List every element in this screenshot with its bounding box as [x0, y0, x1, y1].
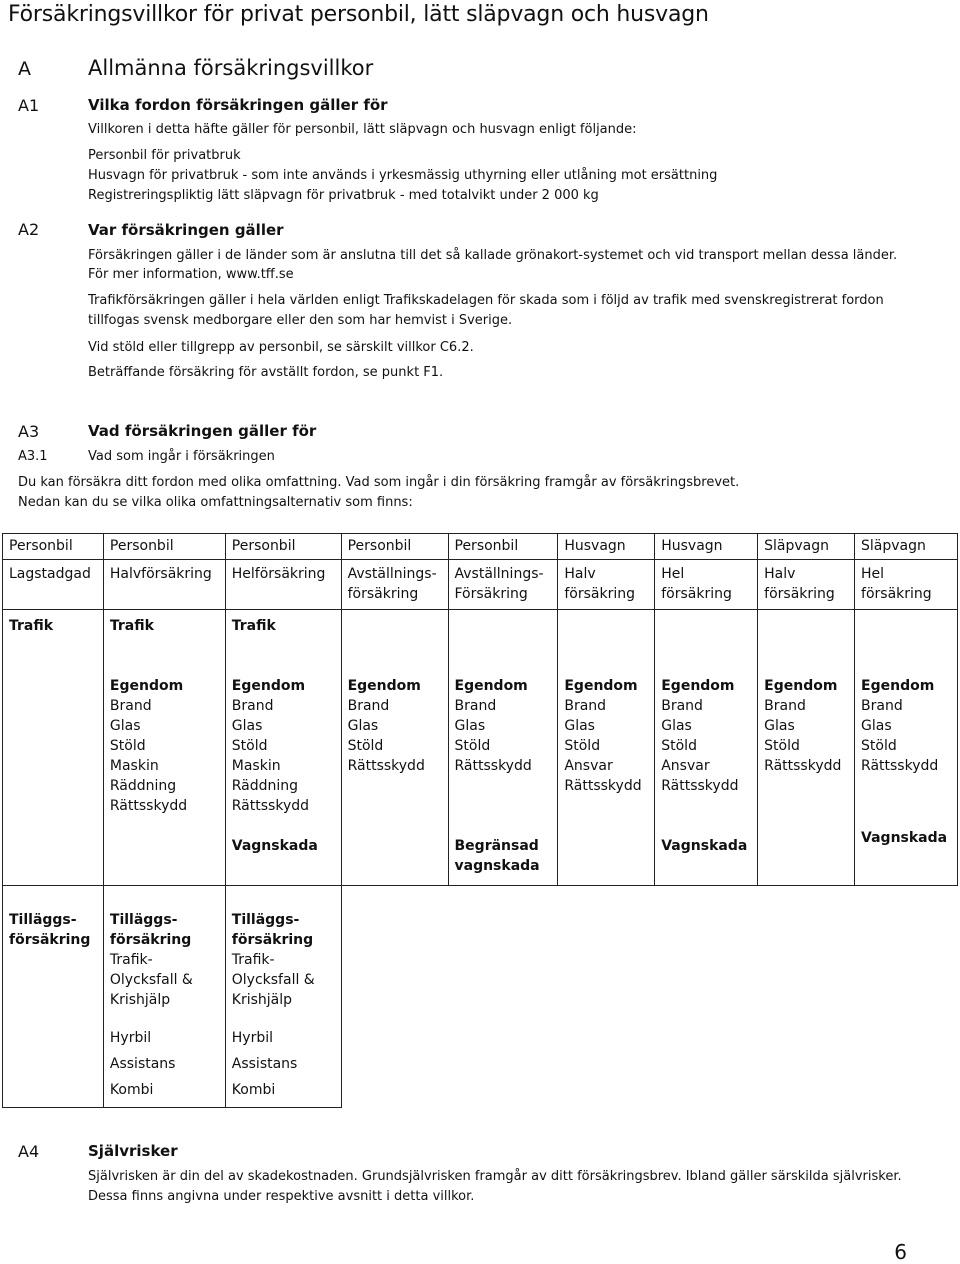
- item: Brand: [109, 698, 152, 714]
- level-label: försäkring: [347, 586, 419, 602]
- item: Maskin: [231, 758, 281, 774]
- item: Glas: [564, 718, 595, 734]
- empty-cell: [558, 886, 655, 1108]
- level-label: försäkring: [661, 586, 732, 602]
- empty-cell: [855, 886, 958, 1108]
- level-cell: [558, 560, 655, 610]
- a1-item-husvagn: Husvagn för privatbruk - som inte används i yrkesmässig uthyrning eller utlåning mot ersättning: [88, 168, 718, 183]
- coverage-cell-slapvagn-halv: [758, 610, 855, 886]
- level-cell: [3, 560, 104, 610]
- section-a-title: Allmänna försäkringsvillkor: [88, 56, 374, 80]
- item: Rättsskydd: [454, 758, 532, 774]
- egendom-label: Egendom: [764, 678, 838, 694]
- level-label: försäkring: [764, 586, 835, 602]
- trafik-label: Trafik: [231, 618, 276, 634]
- trafik-label: Trafik: [9, 618, 54, 634]
- vehicle-row: [3, 534, 958, 560]
- item: Ansvar: [661, 758, 710, 774]
- empty-cell: [655, 886, 758, 1108]
- tillagg-label: Tilläggs-: [109, 912, 178, 928]
- vehicle-cell: Släpvagn: [758, 534, 855, 560]
- addon-item: Trafik-: [109, 952, 153, 968]
- coverage-cell-husvagn-halv: [558, 610, 655, 886]
- vehicle-cell: Personbil: [448, 534, 558, 560]
- coverage-cell-hel: [225, 610, 341, 886]
- item: Stöld: [454, 738, 491, 754]
- item: Räddning: [109, 778, 177, 794]
- a3-intro-2: Nedan kan du se vilka olika omfattningsalternativ som finns:: [18, 495, 413, 510]
- vagnskada-label: Vagnskada: [231, 838, 318, 854]
- item: Stöld: [231, 738, 268, 754]
- a4-line-1: Självrisken är din del av skadekostnaden. Grundsjälvrisken framgår av ditt försäkringsbrev. Ibland gäller särskilda självrisker.: [88, 1169, 902, 1184]
- tillagg-label: försäkring: [231, 932, 314, 948]
- item: Ansvar: [564, 758, 613, 774]
- coverage-table: [2, 533, 958, 1108]
- level-label: Avställnings-: [454, 566, 544, 582]
- item: Stöld: [347, 738, 384, 754]
- a1-item-personbil: Personbil för privatbruk: [88, 148, 241, 163]
- item: Rättsskydd: [109, 798, 188, 814]
- item: Rättsskydd: [861, 758, 939, 774]
- item: Glas: [231, 718, 263, 734]
- a1-number: A1: [18, 96, 40, 115]
- a4-line-2: Dessa finns angivna under respektive avsnitt i detta villkor.: [88, 1189, 475, 1204]
- addon-item-hyrbil: Hyrbil: [109, 1030, 152, 1046]
- a1-item-slapvagn: Registreringspliktig lätt släpvagn för privatbruk - med totalvikt under 2 000 kg: [88, 188, 599, 203]
- a1-heading: Vilka fordon försäkringen gäller för: [88, 96, 388, 114]
- item: Rättsskydd: [661, 778, 739, 794]
- level-label: försäkring: [861, 586, 932, 602]
- a4-heading: Självrisker: [88, 1142, 178, 1160]
- empty-cell: [758, 886, 855, 1108]
- level-cell: [448, 560, 558, 610]
- item: Brand: [454, 698, 497, 714]
- a3-heading: Vad försäkringen gäller för: [88, 422, 317, 440]
- level-cell: [655, 560, 758, 610]
- addon-item-kombi: Kombi: [109, 1082, 154, 1098]
- vehicle-cell: Personbil: [225, 534, 341, 560]
- level-label: Försäkring: [454, 586, 528, 602]
- egendom-label: Egendom: [454, 678, 528, 694]
- egendom-label: Egendom: [109, 678, 184, 694]
- a2-number: A2: [18, 220, 40, 239]
- level-label: Hel: [661, 566, 685, 582]
- vehicle-cell: Personbil: [103, 534, 225, 560]
- item: Glas: [861, 718, 892, 734]
- level-cell: [855, 560, 958, 610]
- coverage-cell-avstallning-1: [341, 610, 448, 886]
- a3-1-number: A3.1: [18, 449, 48, 464]
- vehicle-cell: Personbil: [3, 534, 104, 560]
- egendom-label: Egendom: [564, 678, 638, 694]
- level-label: Halv: [564, 566, 596, 582]
- addon-cell-lagstadgad: [3, 886, 104, 1108]
- item: Brand: [861, 698, 903, 714]
- addon-cell-hel: [225, 886, 341, 1108]
- vagnskada-label: Vagnskada: [861, 830, 948, 846]
- addon-row: [3, 886, 958, 1108]
- a2-paragraph-2b: tillfogas svensk medborgare eller den som har hemvist i Sverige.: [88, 313, 513, 328]
- a3-number: A3: [18, 422, 40, 441]
- trafik-label: Trafik: [109, 618, 154, 634]
- coverage-cell-slapvagn-hel: [855, 610, 958, 886]
- vagnskada-label: Vagnskada: [661, 838, 748, 854]
- level-label: Hel: [861, 566, 885, 582]
- a1-intro: Villkoren i detta häfte gäller för personbil, lätt släpvagn och husvagn enligt följande:: [88, 122, 637, 137]
- level-label: Lagstadgad: [9, 566, 91, 582]
- level-cell: [103, 560, 225, 610]
- page-number: 6: [894, 1240, 907, 1264]
- item: Maskin: [109, 758, 159, 774]
- level-label: Halv: [764, 566, 796, 582]
- item: Stöld: [661, 738, 697, 754]
- egendom-label: Egendom: [231, 678, 306, 694]
- tillagg-label: försäkring: [109, 932, 192, 948]
- item: Glas: [109, 718, 141, 734]
- vagnskada-label: vagnskada: [454, 858, 540, 874]
- item: Brand: [347, 698, 390, 714]
- a4-number: A4: [18, 1142, 40, 1161]
- egendom-label: Egendom: [661, 678, 735, 694]
- item: Stöld: [109, 738, 146, 754]
- a2-paragraph-2a: Trafikförsäkringen gäller i hela världen enligt Trafikskadelagen för skada som i följd av trafik med svenskregistrerat fordon: [88, 293, 884, 308]
- item: Brand: [661, 698, 703, 714]
- a2-paragraph-1a: Försäkringen gäller i de länder som är anslutna till det så kallade grönakort-systemet och vid transport mellan dessa länder.: [88, 248, 898, 263]
- item: Brand: [764, 698, 806, 714]
- tillagg-label: Tilläggs-: [231, 912, 300, 928]
- vehicle-cell: Husvagn: [655, 534, 758, 560]
- item: Stöld: [564, 738, 601, 754]
- a3-intro-1: Du kan försäkra ditt fordon med olika omfattning. Vad som ingår i din försäkring framgår av försäkringsbrevet.: [18, 475, 740, 490]
- addon-item: Krishjälp: [109, 992, 171, 1008]
- coverage-cell-halv: [103, 610, 225, 886]
- coverage-row: [3, 610, 958, 886]
- addon-item: Trafik-: [231, 952, 275, 968]
- level-label: Halvförsäkring: [109, 566, 212, 582]
- a2-paragraph-1b: För mer information, www.tff.se: [88, 267, 294, 282]
- level-cell: [225, 560, 341, 610]
- empty-cell: [448, 886, 558, 1108]
- item: Glas: [661, 718, 692, 734]
- a2-paragraph-3: Vid stöld eller tillgrepp av personbil, se särskilt villkor C6.2.: [88, 340, 474, 355]
- item: Stöld: [764, 738, 800, 754]
- addon-item-assistans: Assistans: [109, 1056, 176, 1072]
- level-cell: [758, 560, 855, 610]
- coverage-cell-lagstadgad: [3, 610, 104, 886]
- egendom-label: Egendom: [861, 678, 935, 694]
- item: Rättsskydd: [231, 798, 309, 814]
- level-label: försäkring: [564, 586, 635, 602]
- item: Rättsskydd: [564, 778, 642, 794]
- tillagg-label: Tilläggs-: [9, 912, 77, 928]
- tillagg-label: försäkring: [9, 932, 91, 948]
- addon-item: Olycksfall &: [109, 972, 193, 988]
- egendom-label: Egendom: [347, 678, 421, 694]
- level-label: Avställnings-: [347, 566, 437, 582]
- addon-cell-halv: [103, 886, 225, 1108]
- addon-item: Krishjälp: [231, 992, 293, 1008]
- item: Brand: [231, 698, 274, 714]
- item: Glas: [454, 718, 486, 734]
- item: Brand: [564, 698, 607, 714]
- item: Rättsskydd: [764, 758, 842, 774]
- vehicle-cell: Personbil: [341, 534, 448, 560]
- a2-heading: Var försäkringen gäller: [88, 221, 284, 239]
- item: Glas: [764, 718, 795, 734]
- empty-cell: [341, 886, 448, 1108]
- section-a-number: A: [18, 58, 31, 80]
- addon-item-assistans: Assistans: [231, 1056, 298, 1072]
- item: Glas: [347, 718, 379, 734]
- vehicle-cell: Släpvagn: [855, 534, 958, 560]
- vehicle-cell: Husvagn: [558, 534, 655, 560]
- level-cell: [341, 560, 448, 610]
- begransad-label: Begränsad: [454, 838, 539, 854]
- page-title: Försäkringsvillkor för privat personbil, lätt släpvagn och husvagn: [8, 2, 709, 27]
- level-label: Helförsäkring: [231, 566, 326, 582]
- coverage-cell-avstallning-2: [448, 610, 558, 886]
- item: Räddning: [231, 778, 299, 794]
- level-row: [3, 560, 958, 610]
- coverage-cell-husvagn-hel: [655, 610, 758, 886]
- a2-paragraph-4: Beträffande försäkring för avställt fordon, se punkt F1.: [88, 365, 444, 380]
- addon-item: Olycksfall &: [231, 972, 315, 988]
- item: Stöld: [861, 738, 897, 754]
- addon-item-kombi: Kombi: [231, 1082, 276, 1098]
- addon-item-hyrbil: Hyrbil: [231, 1030, 273, 1046]
- item: Rättsskydd: [347, 758, 425, 774]
- a3-1-heading: Vad som ingår i försäkringen: [88, 449, 275, 464]
